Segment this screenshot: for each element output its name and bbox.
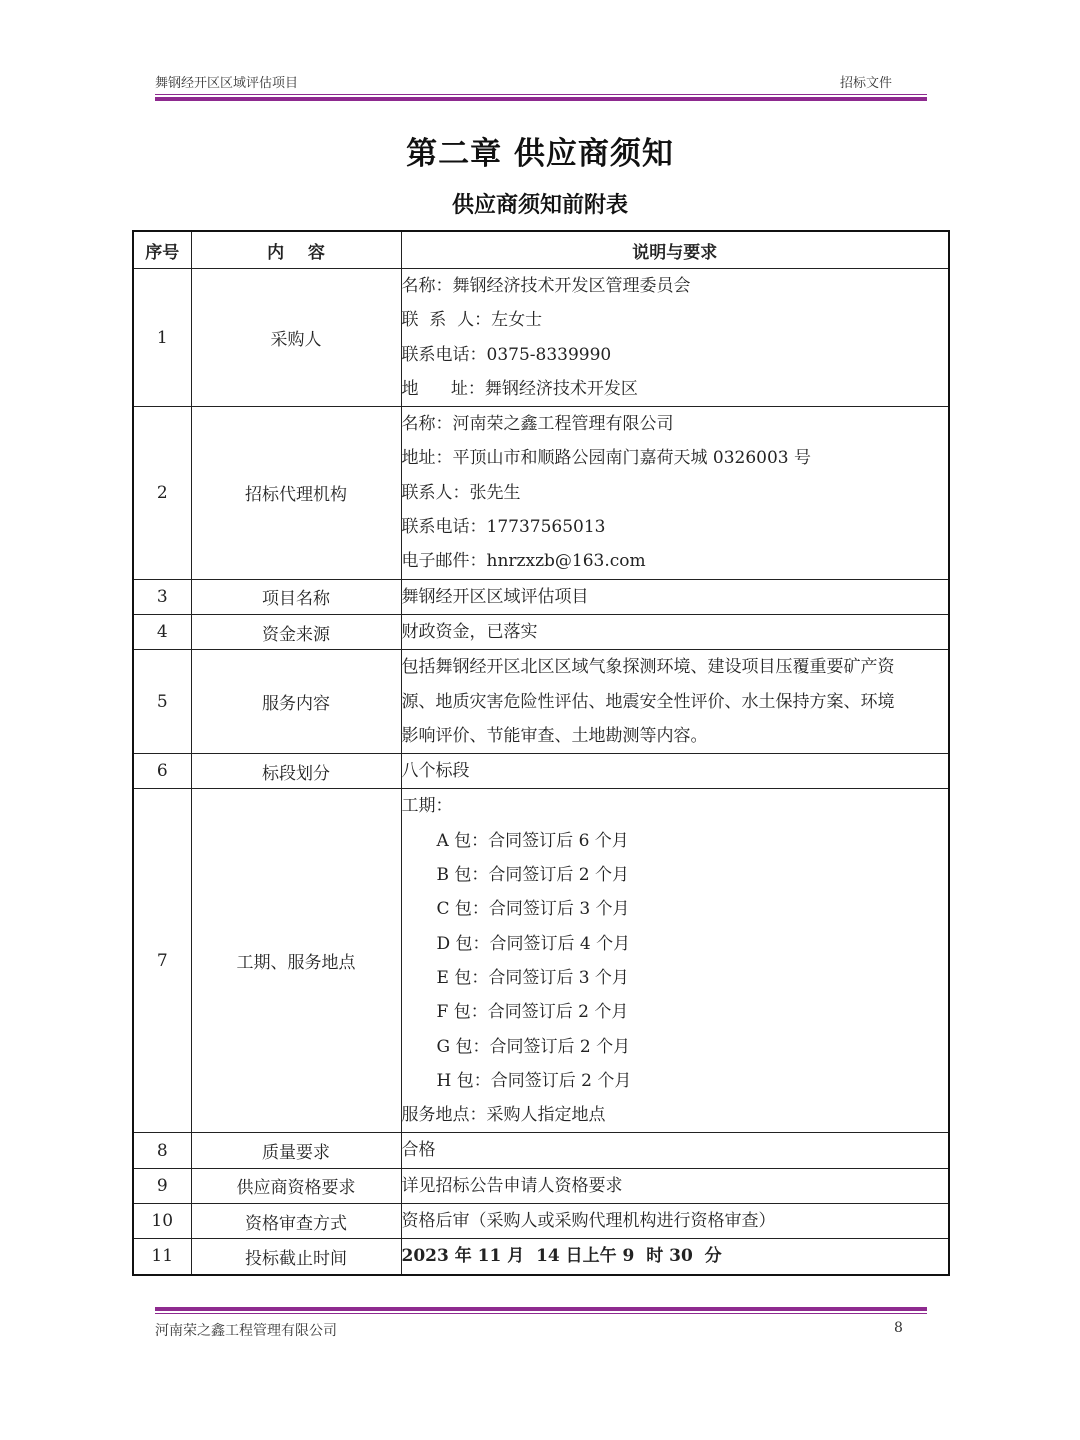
row-item: 服务内容 [191,650,401,754]
desc-line: 源、地质灾害危险性评估、地震安全性评价、水土保持方案、环境 [401,691,895,712]
row-desc [401,614,949,649]
desc-line: 联 系 人：左女士 [401,310,543,331]
desc-line: 财政资金，已落实 [401,621,538,642]
table-row [133,650,949,754]
row-no: 8 [133,1133,191,1168]
desc-line: 联系电话：17737565013 [401,517,606,538]
package-line: C 包：合同签订后 3 个月 [436,899,630,920]
row-desc [401,579,949,614]
desc-line: 联系电话：0375-8339990 [401,344,612,365]
row-item: 质量要求 [191,1133,401,1168]
package-line: B 包：合同签订后 2 个月 [436,865,630,886]
footer-rule-thin [155,1313,927,1314]
package-line: H 包：合同签订后 2 个月 [436,1070,632,1091]
row-no: 3 [133,579,191,614]
row-desc [401,1168,949,1203]
row-no: 9 [133,1168,191,1203]
desc-line: 工期： [401,796,453,817]
row-desc [401,407,949,579]
supplier-notice-table [132,230,950,1276]
table-row [133,1168,949,1203]
footer-rule-thick [155,1307,927,1311]
row-no: 6 [133,754,191,789]
row-desc [401,789,949,1133]
table-row [133,754,949,789]
desc-line: 影响评价、节能审查、土地勘测等内容。 [401,725,708,746]
row-no: 2 [133,407,191,579]
row-desc [401,1133,949,1168]
table-row [133,269,949,407]
desc-line: 联系人：张先生 [401,482,521,503]
table-row [133,614,949,649]
row-desc [401,754,949,789]
row-desc [401,650,949,754]
package-line: D 包：合同签订后 4 个月 [436,933,631,954]
desc-line: 名称：河南荣之鑫工程管理有限公司 [401,414,674,435]
row-item: 采购人 [191,269,401,407]
desc-line: 地址：平顶山市和顺路公园南门嘉荷天城 0326003 号 [401,448,812,469]
table-row [133,407,949,579]
desc-line: 舞钢经开区区域评估项目 [401,586,589,607]
desc-line: 名称：舞钢经济技术开发区管理委员会 [401,276,691,296]
package-line: G 包：合同签订后 2 个月 [436,1036,631,1057]
package-line: A 包：合同签订后 6 个月 [436,830,629,851]
table-row [133,579,949,614]
table-row [133,1204,949,1239]
row-item: 资金来源 [191,614,401,649]
header-doc-type: 招标文件 [839,76,892,91]
row-desc [401,1204,949,1239]
row-item: 投标截止时间 [191,1239,401,1275]
row-no: 7 [133,789,191,1133]
desc-line: 包括舞钢经开区北区区域气象探测环境、建设项目压覆重要矿产资 [401,657,895,678]
deadline-value: 2023 年 11 月 14 日上午 9 时 30 分 [401,1246,722,1267]
table-row [133,1133,949,1168]
desc-line: 八个标段 [401,761,470,782]
row-item: 招标代理机构 [191,407,401,579]
desc-line: 资格后审（采购人或采购代理机构进行资格审查） [401,1211,776,1232]
row-item: 项目名称 [191,579,401,614]
header-no: 序号 [133,231,191,269]
package-line: E 包：合同签订后 3 个月 [436,967,629,988]
page-header [155,72,927,92]
row-item: 标段划分 [191,754,401,789]
header-item: 内 容 [191,231,401,269]
row-item: 工期、服务地点 [191,789,401,1133]
desc-line: 服务地点：采购人指定地点 [401,1105,606,1126]
row-desc [401,269,949,407]
row-no: 4 [133,614,191,649]
row-desc [401,1239,949,1275]
table-row [133,1239,949,1275]
header-project-name: 舞钢经开区区域评估项目 [155,76,299,91]
row-no: 10 [133,1204,191,1239]
row-no: 11 [133,1239,191,1275]
row-item: 资格审查方式 [191,1204,401,1239]
header-rule-thin [155,94,927,95]
header-rule-thick [155,97,927,101]
table-header-row [133,231,949,269]
table-title: 供应商须知前附表 [451,192,628,218]
package-line: F 包：合同签订后 2 个月 [436,1002,629,1023]
desc-line: 详见招标公告申请人资格要求 [401,1175,623,1196]
desc-line: 合格 [401,1140,436,1161]
row-no: 1 [133,269,191,407]
header-desc: 说明与要求 [401,231,949,269]
footer-company: 河南荣之鑫工程管理有限公司 [155,1323,337,1339]
table-row [133,789,949,1133]
row-item: 供应商资格要求 [191,1168,401,1203]
desc-line: 地 址：舞钢经济技术开发区 [401,378,638,399]
chapter-title: 第二章 供应商须知 [406,136,674,172]
row-no: 5 [133,650,191,754]
page-number: 8 [894,1320,903,1336]
desc-line: 电子邮件：hnrzxzb@163.com [401,551,646,572]
